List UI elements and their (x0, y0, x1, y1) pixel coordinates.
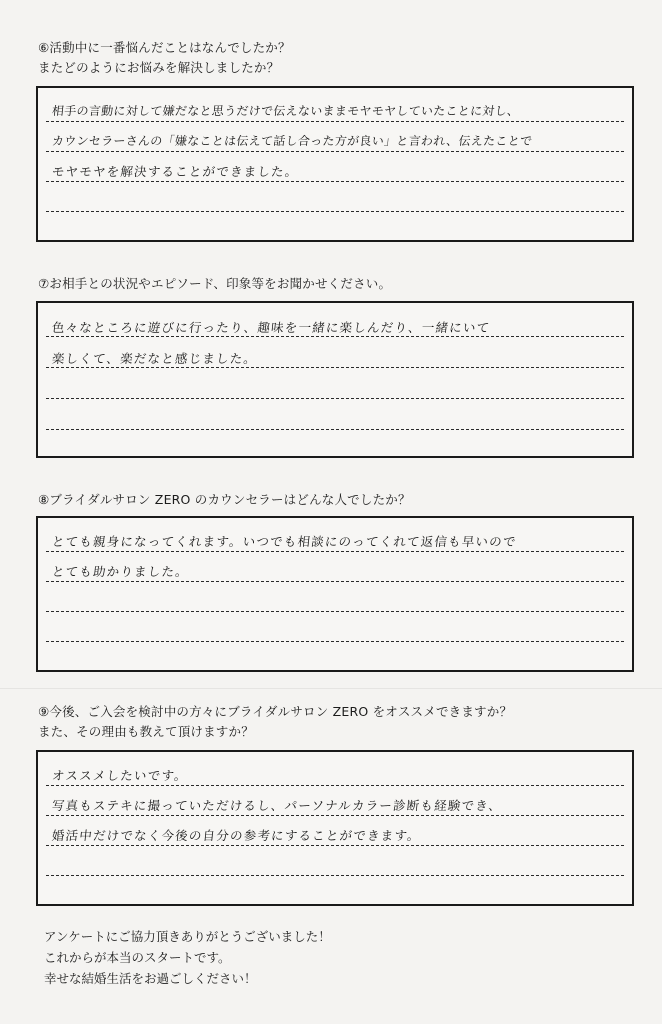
answer-8-line-1: とても親身になってくれます。いつでも相談にのってくれて返信も早いので (51, 534, 518, 549)
question-8-line-1: ⑧ブライダルサロン ZERO のカウンセラーはどんな人でしたか？ (38, 492, 411, 507)
question-6 (38, 38, 291, 78)
closing-line-2: これからが本当のスタートです。 (44, 950, 231, 965)
answer-9-line-2: 写真もステキに撮っていただけるし、パーソナルカラー診断も経験でき、 (51, 798, 503, 813)
answer-7-line-2: 楽しくて、楽だなと感じました。 (51, 351, 259, 366)
answer-box-7 (36, 301, 634, 458)
answer-9-line-1: オススメしたいです。 (51, 768, 189, 783)
question-9-line-1: ⑨今後、ご入会を検討中の方々にブライダルサロン ZERO をオススメできますか？ (38, 704, 513, 719)
question-8 (38, 490, 411, 510)
answer-8-line-2: とても助かりました。 (51, 564, 190, 579)
question-6-line-1: ⑥活動中に一番悩んだことはなんでしたか？ (38, 40, 291, 55)
answer-6-line-3: モヤモヤを解決することができました。 (51, 164, 300, 179)
question-6-line-2: またどのようにお悩みを解決しましたか？ (38, 60, 280, 75)
question-9 (38, 702, 512, 742)
answer-box-8 (36, 516, 634, 672)
answer-6-line-1: 相手の言動に対して嫌だなと思うだけで伝えないままモヤモヤしていたことに対し、 (51, 104, 521, 118)
paper-fold-line (0, 688, 662, 689)
question-7-line-1: ⑦お相手との状況やエピソード、印象等をお聞かせください。 (38, 276, 392, 291)
question-7 (38, 274, 391, 294)
closing-line-3: 幸せな結婚生活をお過ごしください！ (44, 971, 257, 986)
answer-9-line-3: 婚活中だけでなく今後の自分の参考にすることができます。 (51, 828, 422, 843)
closing-line-1: アンケートにご協力頂きありがとうございました！ (44, 929, 331, 944)
answer-6-line-2: カウンセラーさんの「嫌なことは伝えて話し合った方が良い」と言われ、伝えたことで (51, 134, 534, 148)
answer-box-6 (36, 86, 634, 242)
answer-box-9 (36, 750, 634, 906)
closing-message (44, 926, 331, 989)
question-9-line-2: また、その理由も教えて頂けますか？ (38, 724, 254, 739)
answer-7-line-1: 色々なところに遊びに行ったり、趣味を一緒に楽しんだり、一緒にいて (51, 320, 492, 335)
